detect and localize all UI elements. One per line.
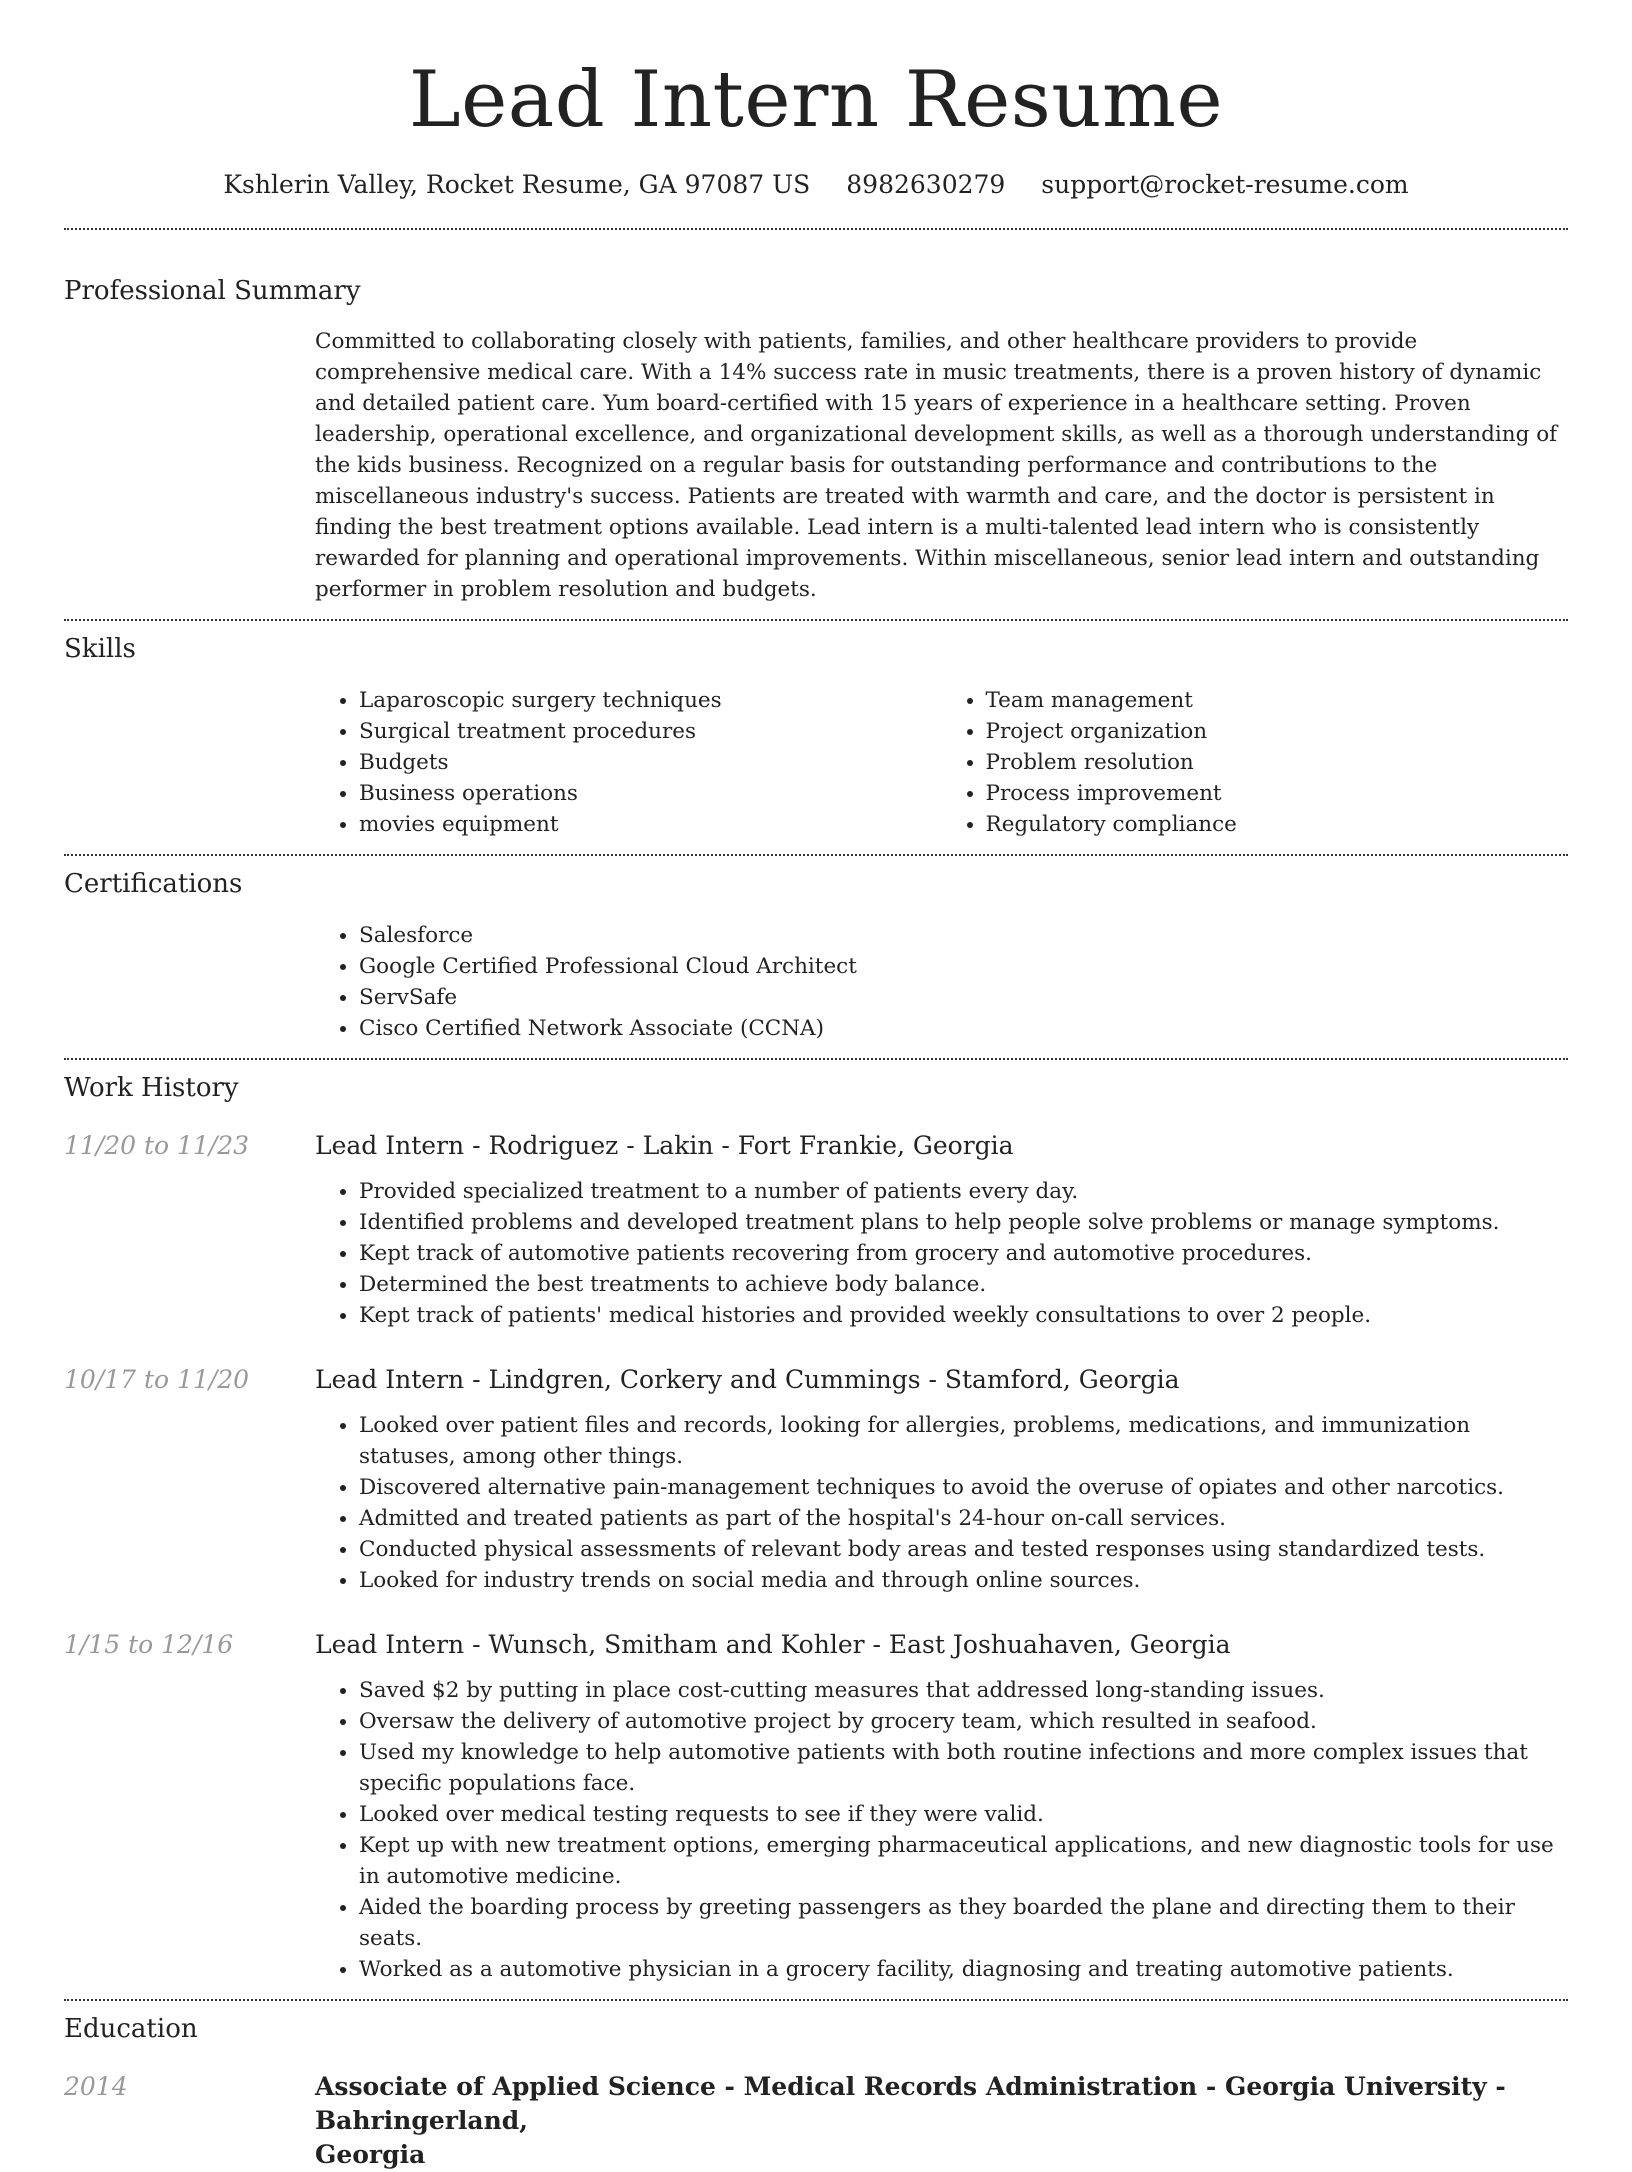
list-item: • Provided specialized treatment to a number of patients every day.: [359, 1176, 1568, 1207]
job-entry: [64, 1628, 1568, 1985]
job-dates: 11/20 to 11/23: [64, 1131, 250, 1160]
list-item: • Oversaw the delivery of automotive project by grocery team, which resulted in seafood.: [359, 1706, 1568, 1737]
list-item: • Worked as a automotive physician in a grocery facility, diagnosing and treating automotive patients.: [359, 1954, 1568, 1985]
list-item: • Aided the boarding process by greeting passengers as they boarded the plane and directing them to their seats.: [359, 1892, 1568, 1954]
education-degree: [315, 2070, 1568, 2172]
job-duties: [315, 1176, 1568, 1331]
list-item: • Looked over medical testing requests to see if they were valid.: [359, 1799, 1568, 1830]
list-item: • Salesforce: [359, 920, 1568, 951]
list-item: • Admitted and treated patients as part of the hospital's 24-hour on-call services.: [359, 1503, 1568, 1534]
list-item: • Surgical treatment procedures: [359, 716, 942, 747]
education-section: [64, 2001, 1568, 2172]
list-item: • Regulatory compliance: [986, 809, 1569, 840]
job-header: [64, 1628, 1568, 1662]
education-entry: [64, 2070, 1568, 2172]
certifications-list: [315, 920, 1568, 1044]
contact-email: support@rocket-resume.com: [1041, 170, 1409, 199]
skills-section: [64, 621, 1568, 840]
list-item: • Team management: [986, 685, 1569, 716]
job-dates: 1/15 to 12/16: [64, 1630, 234, 1659]
job-bullets: [315, 1675, 1568, 1985]
education-year: 2014: [64, 2072, 128, 2101]
job-duties: [315, 1675, 1568, 1985]
job-entry: [64, 1363, 1568, 1596]
contact-address: Kshlerin Valley, Rocket Resume, GA 97087 US: [223, 170, 811, 199]
education-state: Georgia: [315, 2140, 426, 2169]
list-item: • Discovered alternative pain-management techniques to avoid the overuse of opiates and other narcotics.: [359, 1472, 1568, 1503]
contact-phone: 8982630279: [846, 170, 1006, 199]
certifications-heading: Certifications: [64, 869, 243, 899]
summary-heading: Professional Summary: [64, 276, 361, 306]
skills-grid: [315, 685, 1568, 840]
education-degree-text: Associate of Applied Science - Medical Records Administration - Georgia University - Bahringerland,: [315, 2072, 1506, 2135]
job-duties: [315, 1410, 1568, 1596]
list-item: • Kept track of automotive patients recovering from grocery and automotive procedures.: [359, 1238, 1568, 1269]
job-header: [64, 1129, 1568, 1163]
summary-text: Committed to collaborating closely with patients, families, and other healthcare providers to provide comprehensive medical care. With a 14% success rate in music treatments, there is a proven history of dynamic and detailed patient care. Yum board-certified with 15 years of experience in a healthcare setting. Proven leadership, operational excellence, and organizational development skills, as well as a thorough understanding of the kids business. Recognized on a regular basis for outstanding performance and contributions to the miscellaneous industry's success. Patients are treated with warmth and care, and the doctor is persistent in finding the best treatment options available. Lead intern is a multi-talented lead intern who is consistently rewarded for planning and operational improvements. Within miscellaneous, senior lead intern and outstanding performer in problem resolution and budgets.: [315, 329, 1558, 602]
list-item: • Looked for industry trends on social media and through online sources.: [359, 1565, 1568, 1596]
list-item: • Conducted physical assessments of relevant body areas and tested responses using standardized tests.: [359, 1534, 1568, 1565]
list-item: • Identified problems and developed treatment plans to help people solve problems or manage symptoms.: [359, 1207, 1568, 1238]
job-title: Lead Intern - Lindgren, Corkery and Cummings - Stamford, Georgia: [315, 1365, 1180, 1394]
list-item: • Kept track of patients' medical histories and provided weekly consultations to over 2 people.: [359, 1300, 1568, 1331]
job-bullets: [315, 1410, 1568, 1596]
list-item: • Business operations: [359, 778, 942, 809]
certifications-section: [64, 856, 1568, 1044]
list-item: • Cisco Certified Network Associate (CCNA): [359, 1013, 1568, 1044]
job-title: Lead Intern - Rodriguez - Lakin - Fort Frankie, Georgia: [315, 1131, 1014, 1160]
summary-section: [64, 230, 1568, 605]
work-section: [64, 1060, 1568, 1985]
list-item: • Google Certified Professional Cloud Architect: [359, 951, 1568, 982]
list-item: • Problem resolution: [986, 747, 1569, 778]
list-item: • ServSafe: [359, 982, 1568, 1013]
list-item: • Project organization: [986, 716, 1569, 747]
list-item: • Saved $2 by putting in place cost-cutting measures that addressed long-standing issues.: [359, 1675, 1568, 1706]
list-item: • Kept up with new treatment options, emerging pharmaceutical applications, and new diagnostic tools for use in automotive medicine.: [359, 1830, 1568, 1892]
list-item: • movies equipment: [359, 809, 942, 840]
skills-list-right: [942, 685, 1569, 840]
job-header: [64, 1363, 1568, 1397]
list-item: • Determined the best treatments to achieve body balance.: [359, 1269, 1568, 1300]
job-entry: [64, 1129, 1568, 1331]
skills-list-left: [315, 685, 942, 840]
contact-line: [64, 168, 1568, 202]
list-item: • Looked over patient files and records, looking for allergies, problems, medications, and immunization statuses, among other things.: [359, 1410, 1568, 1472]
work-heading: Work History: [64, 1073, 239, 1103]
job-dates: 10/17 to 11/20: [64, 1365, 250, 1394]
resume-title: Lead Intern Resume: [408, 55, 1224, 145]
skills-heading: Skills: [64, 634, 136, 664]
list-item: • Process improvement: [986, 778, 1569, 809]
list-item: • Budgets: [359, 747, 942, 778]
list-item: • Used my knowledge to help automotive patients with both routine infections and more complex issues that specific populations face.: [359, 1737, 1568, 1799]
list-item: • Laparoscopic surgery techniques: [359, 685, 942, 716]
resume-page: [64, 0, 1568, 2172]
job-title: Lead Intern - Wunsch, Smitham and Kohler - East Joshuahaven, Georgia: [315, 1630, 1231, 1659]
job-bullets: [315, 1176, 1568, 1331]
education-heading: Education: [64, 2014, 198, 2044]
certifications-content: [315, 920, 1568, 1044]
